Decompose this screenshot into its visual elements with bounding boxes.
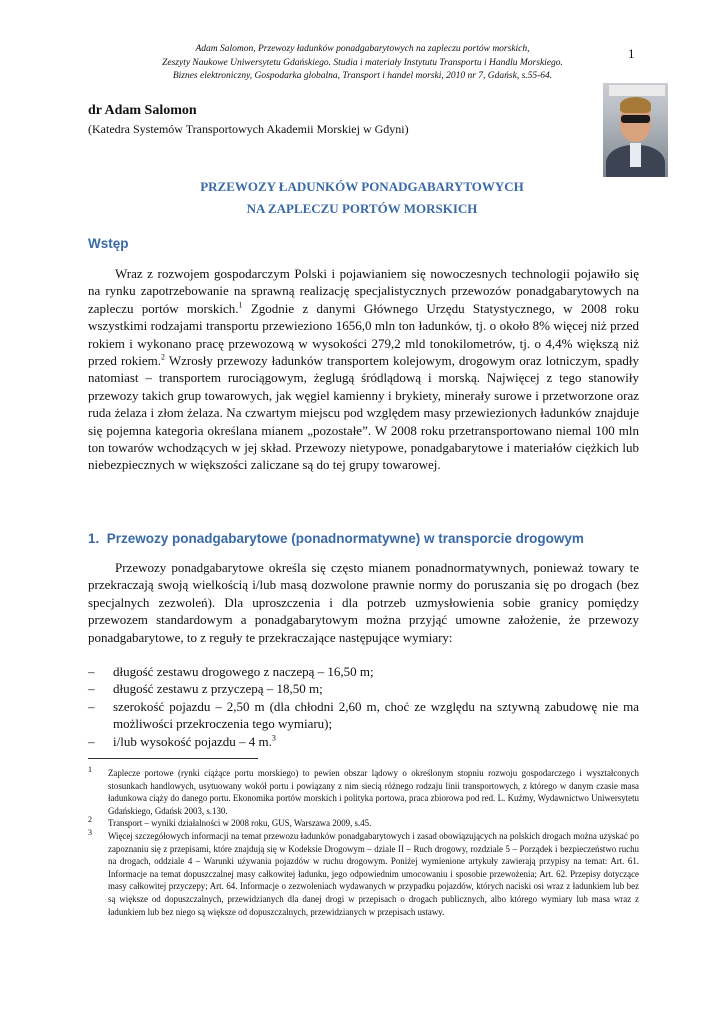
photo-background-sign xyxy=(609,85,665,96)
list-item-text: długość zestawu drogowego z naczepą – 16,50 m; xyxy=(113,664,374,679)
photo-hair xyxy=(620,97,651,113)
list-dash: – xyxy=(88,664,95,679)
article-title xyxy=(88,176,636,220)
list-item-text-main: i/lub wysokość pojazdu – 4 m. xyxy=(113,733,272,749)
list-dash: – xyxy=(88,698,95,714)
footnote-ref-3[interactable]: 3 xyxy=(271,733,276,743)
footnote-1 xyxy=(88,767,639,817)
footnotes xyxy=(88,767,639,918)
photo-collar xyxy=(630,143,641,167)
footnote-text: Zaplecze portowe (rynki ciążące portu morskiego) to pewien obszar lądowy o określonym stopniu rozwoju gospodarczego i wyształconych stosunkach handlowych, usytuowany wokół portu i powiązany z nim siecią różnego rodzaju linii transportowych, z którego w danym czasie masa ładunkowa ciąży do danego portu. Ekonomika portów morskich i polityka portowa, praca zbiorowa pod red. L. Kuźmy, Wydawnictwo Uniwersytetu Gdańskiego, Gdańsk 2003, s.130. xyxy=(108,768,639,816)
footnote-number: 2 xyxy=(88,815,92,825)
list-item-text: długość zestawu z przyczepą – 18,50 m; xyxy=(113,681,323,697)
list-item xyxy=(88,733,639,750)
list-item-text xyxy=(113,733,639,750)
list-item xyxy=(88,698,639,733)
footnote-number: 1 xyxy=(88,765,92,775)
author-photo xyxy=(603,83,668,177)
author-affiliation: (Katedra Systemów Transportowych Akademii Morskiej w Gdyni) xyxy=(88,122,409,136)
list-dash: – xyxy=(88,733,95,749)
intro-text-part-1: Wraz z rozwojem gospodarczym Polski i pojawianiem się nowoczesnych technologii pojawiło się na rynku zapotrzebowanie na sprawną realizację specjalistycznych przewozów ponadgabarytowych na zapleczu portów morskich. xyxy=(88,266,639,316)
footnote-number: 3 xyxy=(88,828,92,837)
footnote-2 xyxy=(88,817,639,830)
footnote-ref-1[interactable]: 1 xyxy=(238,300,243,310)
dimension-list xyxy=(88,663,639,750)
title-line-1: PRZEWOZY ŁADUNKÓW PONADGABARYTOWYCH xyxy=(200,179,524,194)
footnote-ref-2[interactable]: 2 xyxy=(161,352,166,362)
author-name: dr Adam Salomon xyxy=(88,103,197,118)
photo-sunglasses xyxy=(621,115,650,123)
list-item xyxy=(88,680,639,697)
section-heading-1: 1. Przewozy ponadgabarytowe (ponadnormatywne) w transporcie drogowym xyxy=(88,531,584,546)
list-item xyxy=(88,663,639,680)
title-line-2: NA ZAPLECZU PORTÓW MORSKICH xyxy=(246,201,478,216)
header-line: Zeszyty Naukowe Uniwersytetu Gdańskiego. Studia i materiały Instytutu Transportu i Handlu Morskiego. xyxy=(162,57,563,68)
intro-paragraph xyxy=(88,265,639,474)
header-line: Biznes elektroniczny, Gospodarka globalna, Transport i handel morski, 2010 nr 7, Gdańsk, s.55-64. xyxy=(172,71,553,81)
header-line: Adam Salomon, Przewozy ładunków ponadgabarytowych na zapleczu portów morskich, xyxy=(195,44,530,54)
section1-paragraph: Przewozy ponadgabarytowe określa się często mianem ponadnormatywnych, ponieważ towary te przekraczają swoją wielkością i/lub masą dozwolone prawnie normy do poruszania się po drogach (bez specjalnych zezwoleń). Dla uproszczenia i dla potrzeb uzmysłowienia sobie granicy pomiędzy przewozem standardowym a ponadgabarytowym można przyjąć umowne założenie, że przewozy ponadgabarytowe, to z reguły te przekraczające następujące wymiary: xyxy=(88,560,639,645)
intro-text-part-3: Wzrosły przewozy ładunków transportem kolejowym, drogowym oraz lotniczym, spadły natomiast – transportem rurociągowym, żeglugą śródlądową i morską. Najwięcej z tego stanowiły przewozy takich grup towarowych, jak węgiel kamienny i brykiety, minerały surowe i przetworzone oraz ruda żelaza i złom żelaza. Na czwartym miejscu pod względem masy przewiezionych ładunków znajduje się pojemna kategoria określana mianem „pozostałe”. W 2008 roku przetransportowano niemal 100 mln ton towarów wchodzących w jej skład. Przewozy nietypowe, ponadgabarytowe i materiałów ciężkich lub niebezpiecznych w większości zaliczane są do tej grupy towarowej. xyxy=(88,353,639,473)
footnote-3 xyxy=(88,830,639,918)
footnote-separator xyxy=(88,758,258,759)
footnote-text: Więcej szczegółowych informacji na temat przewozu ładunków ponadgabarytowych i zasad obowiązujących na polskich drogach można uzyskać po zapoznaniu się z przepisami, które znajdują się w Kodeksie Drogowym – dziale II – Ruch drogowy, rozdziale 5 – Porządek i bezpieczeństwo ruchu na drogach, oddziale 4 – Warunki używania pojazdów w ruchu drogowym. Poniżej wymienione artykuły zawierają przypisy na temat: Art. 61. Informacje na temat dopuszczalnej masy całkowitej ładunku, jego odpowiednim umocowaniu i sposobie przewożenia; Art. 62. Przepisy dotyczące masy całkowitej przyczepy; Art. 64. Informacje o zezwoleniach wydawanych w przypadku pojazdów, których naciski osi wraz z ładunkiem lub bez są większe od dopuszczalnych, przewidzianych dla danej drogi w przepisach o drogach publicznych, albo którego wymiary lub masa wraz z ładunkiem lub bez niego są większe od dopuszczalnych, przewidzianych w przepisach ustawy. xyxy=(108,830,639,917)
list-item-text: szerokość pojazdu – 2,50 m (dla chłodni 2,60 m, choć ze względu na sztywną zabudowę nie ma możliwości przekroczenia tego wymiaru); xyxy=(113,698,639,732)
running-header xyxy=(110,43,615,84)
footnote-text: Transport – wyniki działalności w 2008 roku, GUS, Warszawa 2009, s.45. xyxy=(108,818,372,829)
intro-text-part-2: Zgodnie z danymi Głównego Urzędu Statystycznego, w 2008 roku wszystkimi rodzajami transportu przewieziono 1656,0 mln ton ładunków, tj. o około 8% więcej niż przed rokiem i wykonano pracę przewozową w wysokości 279,2 mld tonokilometrów, tj. o 4,4% większą niż przed rokiem. xyxy=(88,300,639,369)
page-number: 1 xyxy=(628,46,635,61)
author-block xyxy=(88,101,409,138)
section-heading-intro: Wstęp xyxy=(88,236,129,251)
list-dash: – xyxy=(88,681,95,697)
